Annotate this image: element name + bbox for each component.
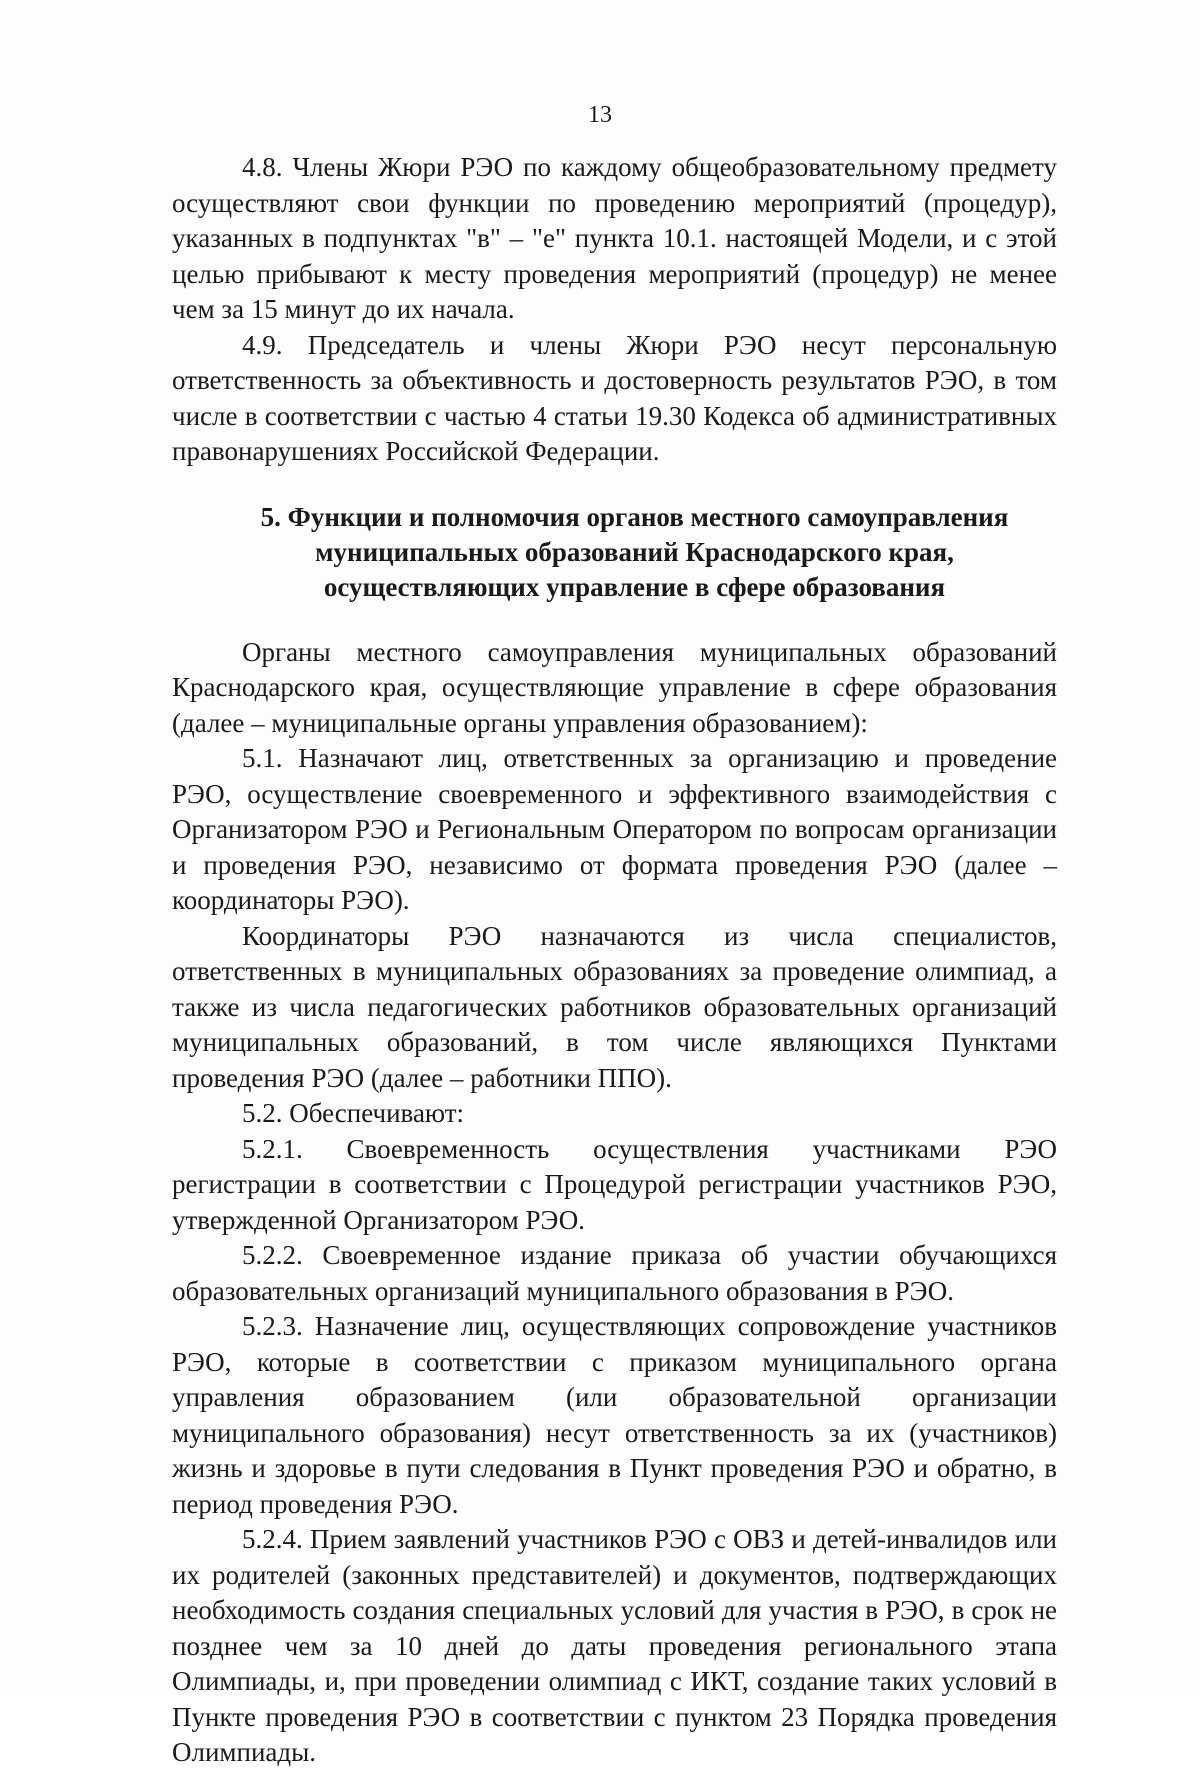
paragraph-5-2-4: 5.2.4. Прием заявлений участников РЭО с ОВЗ и детей-инвалидов или их родителей (законных представителей) и документов, подтверждающих необходимость создания специальных условий для участия в РЭО, в срок не позднее чем за 10 дней до даты проведения регионального этапа Олимпиады, и, при проведении олимпиад с ИКТ, создание таких условий в Пункте проведения РЭО в соответствии с пунктом 23 Порядка проведения Олимпиады. [172, 1524, 1057, 1767]
paragraph-4-9: 4.9. Председатель и члены Жюри РЭО несут персональную ответственность за объективность и достоверность результатов РЭО, в том числе в соответствии с частью 4 статьи 19.30 Кодекса об административных правонарушениях Российской Федерации. [172, 329, 1057, 466]
heading-line-3: осуществляющих управление в сфере образования [323, 571, 946, 602]
paragraph-5-2: 5.2. Обеспечивают: [242, 1098, 465, 1128]
paragraph-4-8: 4.8. Члены Жюри РЭО по каждому общеобразовательному предмету осуществляют свои функции по проведению мероприятий (процедур), указанных в подпунктах "в" – "е" пункта 10.1. настоящей Модели, и с этой целью прибывают к месту проведения мероприятий (процедур) не менее чем за 15 минут до их начала. [172, 152, 1057, 324]
section-5-heading [172, 500, 1057, 605]
document-body [172, 150, 1057, 1771]
paragraph-5-2-3: 5.2.3. Назначение лиц, осуществляющих сопровождение участников РЭО, которые в соответствии с приказом муниципального органа управления образованием (или образовательной организации муниципального образования) несут ответственность за их (участников) жизнь и здоровье в пути следования в Пункт проведения РЭО и обратно, в период проведения РЭО. [172, 1311, 1057, 1519]
paragraph-5-1: 5.1. Назначают лиц, ответственных за организацию и проведение РЭО, осуществление своевременного и эффективного взаимодействия с Организатором РЭО и Региональным Оператором по вопросам организации и проведения РЭО, независимо от формата проведения РЭО (далее – координаторы РЭО). [172, 743, 1057, 915]
paragraph-5-2-1: 5.2.1. Своевременность осуществления участниками РЭО регистрации в соответствии с Процедурой регистрации участников РЭО, утвержденной Организатором РЭО. [172, 1133, 1057, 1235]
paragraph-coordinators: Координаторы РЭО назначаются из числа специалистов, ответственных в муниципальных образованиях за проведение олимпиад, а также из числа педагогических работников образовательных организаций муниципальных образований, в том числе являющихся Пунктами проведения РЭО (далее – работники ППО). [172, 920, 1057, 1093]
heading-line-2: муниципальных образований Краснодарского края, [315, 536, 954, 567]
paragraph-intro: Органы местного самоуправления муниципальных образований Краснодарского края, осуществляющие управление в сфере образования (далее – муниципальные органы управления образованием): [172, 636, 1057, 738]
heading-line-1: 5. Функции и полномочия органов местного самоуправления [260, 501, 1009, 532]
page-number: 13 [588, 102, 612, 128]
paragraph-5-2-2: 5.2.2. Своевременное издание приказа об участии обучающихся образовательных организаций муниципального образования в РЭО. [172, 1240, 1057, 1306]
